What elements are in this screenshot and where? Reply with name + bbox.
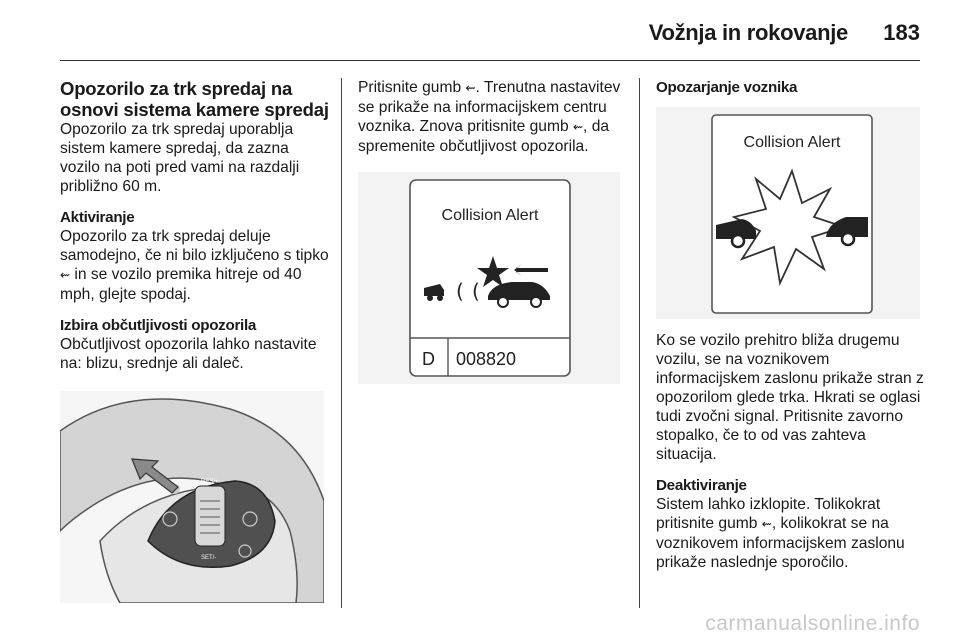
collision-button-icon: ⇜ — [60, 268, 71, 282]
sensitivity-heading: Izbira občutljivosti opozorila — [60, 317, 257, 334]
collision-alert-illustration — [656, 107, 920, 319]
section-heading: Opozorilo za trk spredaj na osnovi sistema kamere spredaj — [60, 78, 329, 120]
display-d-label: D — [422, 349, 435, 369]
column-2 — [358, 78, 630, 384]
activation-heading: Aktiviranje — [60, 209, 135, 226]
watermark: carmanualsonline.info — [705, 612, 920, 635]
column-3 — [656, 78, 926, 572]
driver-alert-paragraph: Ko se vozilo prehitro bliža drugemu vozilu, se na voznikovem informacijskem zaslonu prikaže stran z opozorilom glede trka. Hkrati se oglasi tudi zvočni signal. Pritisnite zavorno stopalko, če to od vas zahteva situacija. — [656, 332, 924, 463]
column-1 — [60, 78, 332, 603]
driver-alert-heading: Opozarjanje voznika — [656, 79, 798, 96]
alert-display-title: Collision Alert — [743, 134, 841, 151]
svg-text:(: ( — [472, 279, 480, 303]
collision-button-icon: ⇜ — [465, 81, 476, 95]
sensitivity-instructions: Pritisnite gumb ⇜. Trenutna nastavitev se prikaže na informacijskem centru voznika. Znova pritisnite gumb ⇜, da spremenite občutljivost opozorila. — [358, 79, 621, 155]
deactivation-heading: Deaktiviranje — [656, 477, 747, 494]
display-title: Collision Alert — [441, 207, 539, 224]
activation-paragraph: Opozorilo za trk spredaj deluje samodejno, če ni bilo izključeno s tipko ⇜ in se vozilo premika hitreje od 40 mph, glejte spodaj. — [60, 228, 329, 303]
page-number: 183 — [883, 20, 920, 45]
header-rule — [60, 60, 920, 61]
res-label: RES/+ — [201, 479, 219, 485]
column-divider-2 — [639, 78, 640, 608]
sensitivity-display-illustration — [358, 172, 620, 384]
steering-wheel-illustration — [60, 391, 324, 603]
intro-paragraph: Opozorilo za trk spredaj uporablja sistem kamere spredaj, da zazna vozilo na poti pred vami na razdalji približno 60 m. — [60, 121, 300, 195]
svg-text:(: ( — [456, 279, 464, 303]
sensitivity-paragraph: Občutljivost opozorila lahko nastavite na: blizu, srednje ali daleč. — [60, 336, 317, 372]
deactivation-paragraph: Sistem lahko izklopite. Tolikokrat pritisnite gumb ⇜, kolikokrat se na voznikovem informacijskem zaslonu prikaže naslednje sporočilo. — [656, 496, 905, 571]
collision-button-icon: ⇜ — [761, 517, 772, 531]
display-odometer: 008820 — [456, 349, 517, 369]
column-divider-1 — [341, 78, 342, 608]
collision-button-icon: ⇜ — [572, 120, 584, 134]
page-header-title: Vožnja in rokovanje — [648, 20, 848, 45]
set-label: SET/- — [201, 555, 217, 561]
